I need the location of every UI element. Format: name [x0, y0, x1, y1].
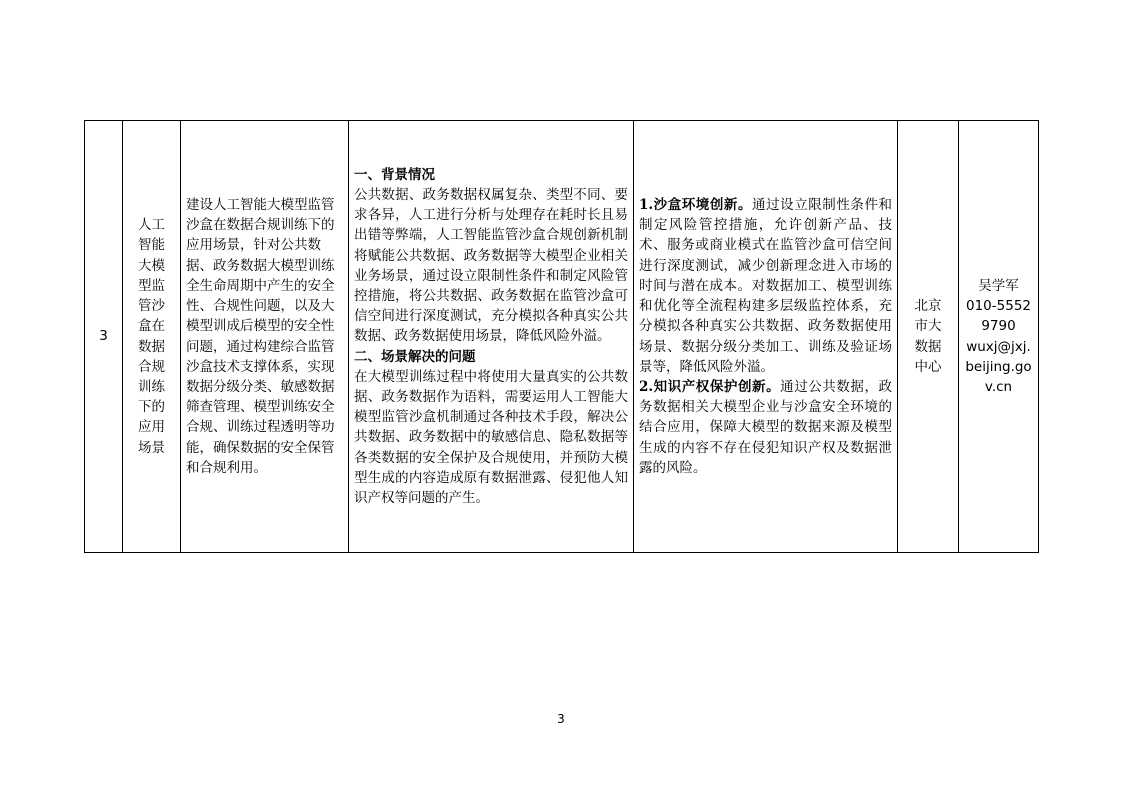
- problem-heading: 二、场景解决的问题: [354, 348, 476, 365]
- contact-phone: 010-55529790: [966, 298, 1031, 335]
- innovation-cell: [634, 121, 898, 553]
- background-cell: [349, 121, 634, 553]
- contact-cell: [959, 121, 1039, 553]
- page-number: 3: [557, 712, 565, 726]
- background-text: 公共数据、政务数据权属复杂、类型不同、要求各异，人工进行分析与处理存在耗时长且易出错等弊端，人工智能监管沙盒合规创新机制将赋能公共数据、政务数据等大模型企业相关业务场景，通过设立限制性条件和制定风险管控措施，将公共数据、政务数据在监管沙盒可信空间进行深度测试，充分模拟各种真实公共数据、政务数据使用场景，降低风险外溢。: [354, 186, 628, 345]
- row-number: 3: [85, 121, 123, 553]
- scene-name-cell: [123, 121, 181, 553]
- innovation-item-1-text: 通过设立限制性条件和制定风险管控措施，允许创新产品、技术、服务或商业模式在监管沙盒可信空间进行深度测试，减少创新理念进入市场的时间与潜在成本。对数据加工、模型训练和优化等全流程构建多层级监控体系，充分模拟各种真实公共数据、政务数据使用场景、数据分级分类加工、训练及验证场景等，降低风险外溢。: [639, 197, 893, 375]
- scene-description: 建设人工智能大模型监管沙盒在数据合规训练下的应用场景，针对公共数据、政务数据大模型训练全生命周期中产生的安全性、合规性问题，以及大模型训成后模型的安全性问题，通过构建综合监管沙盒技术支撑体系，实现数据分级分类、敏感数据筛查管理、模型训练安全合规、训练过程透明等功能，确保数据的安全保管和合规利用。: [181, 121, 349, 553]
- innovation-item-2-title: 2.知识产权保护创新。: [639, 378, 781, 395]
- innovation-item-2-text: 通过公共数据，政务数据相关大模型企业与沙盒安全环境的结合应用，保障大模型的数据来源及模型生成的内容不存在侵犯知识产权及数据泄露的风险。: [639, 378, 893, 476]
- scenario-table: [84, 120, 1039, 553]
- background-heading: 一、背景情况: [354, 166, 435, 183]
- organization: 北京市大数据中心: [898, 121, 959, 553]
- problem-text: 在大模型训练过程中将使用大量真实的公共数据、政务数据作为语料，需要运用人工智能大模型监管沙盒机制通过各种技术手段，解决公共数据、政务数据中的敏感信息、隐私数据等各类数据的安全保护及合规使用，并预防大模型生成的内容造成原有数据泄露、侵犯他人知识产权等问题的产生。: [354, 368, 628, 507]
- contact-name: 吴学军: [978, 277, 1019, 294]
- scene-name: 人工智能大模型监管沙盒在数据合规训练下的应用场景: [138, 217, 165, 456]
- innovation-item-1-title: 1.沙盒环境创新。: [639, 197, 753, 214]
- contact-email: wuxj@jxj.beijing.gov.cn: [965, 338, 1032, 395]
- table-row: [85, 121, 1039, 553]
